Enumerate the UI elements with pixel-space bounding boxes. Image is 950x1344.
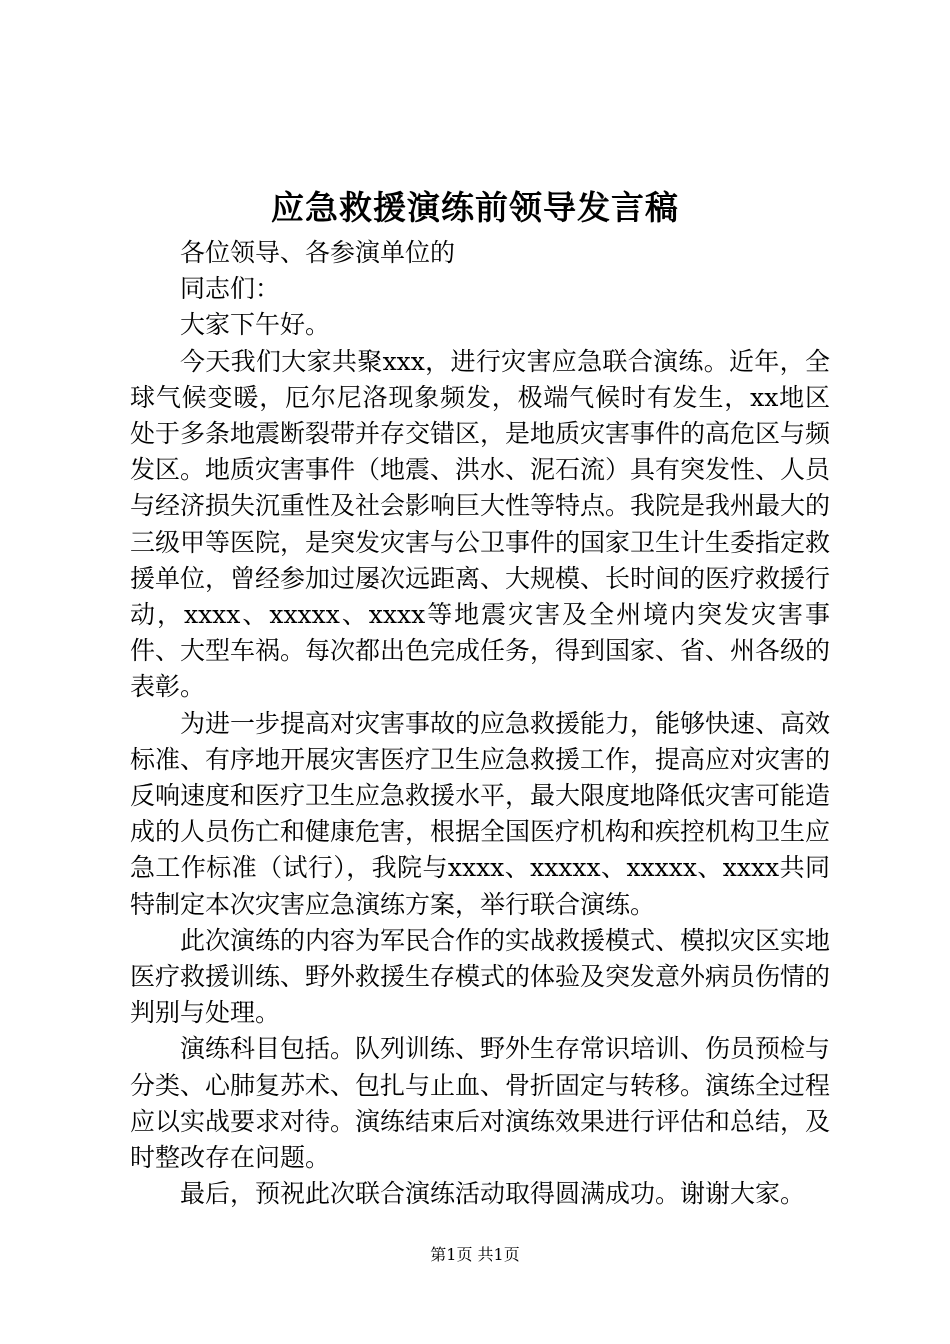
paragraph-purpose: 为进一步提高对灾害事故的应急救援能力，能够快速、高效标准、有序地开展灾害医疗卫生应急救援工作，提高应对灾害的反响速度和医疗卫生应急救援水平，最大限度地降低灾害可能造成的人员伤亡和健康危害，根据全国医疗机构和疾控机构卫生应急工作标准（试行），我院与xxxx、xxxxx、xxxxx、xxxx共同特制定本次灾害应急演练方案，举行联合演练。 — [130, 708, 831, 919]
salutation-line-1: 各位领导、各参演单位的 — [180, 238, 456, 267]
document-body — [130, 235, 830, 1212]
paragraph-content: 此次演练的内容为军民合作的实战救援模式、模拟灾区实地医疗救援训练、野外救援生存模式的体验及突发意外病员伤情的判别与处理。 — [130, 925, 831, 1028]
greeting: 大家下午好。 — [180, 310, 331, 340]
paragraph-subjects: 演练科目包括。队列训练、野外生存常识培训、伤员预检与分类、心肺复苏术、包扎与止血、骨折固定与转移。演练全过程应以实战要求对待。演练结束后对演练效果进行评估和总结，及时整改存在问题。 — [130, 1034, 831, 1173]
document-title: 应急救援演练前领导发言稿 — [271, 188, 679, 227]
paragraph-closing: 最后，预祝此次联合演练活动取得圆满成功。谢谢大家。 — [180, 1179, 806, 1209]
paragraph-background: 今天我们大家共聚xxx，进行灾害应急联合演练。近年，全球气候变暖，厄尔尼洛现象频发，极端气候时有发生，xx地区处于多条地震断裂带并存交错区，是地质灾害事件的高危区与频发区。地质灾害事件（地震、洪水、泥石流）具有突发性、人员与经济损失沉重性及社会影响巨大性等特点。我院是我州最大的三级甲等医院，是突发灾害与公卫事件的国家卫生计生委指定救援单位，曾经参加过屡次远距离、大规模、长时间的医疗救援行动，xxxx、xxxxx、xxxx等地震灾害及全州境内突发灾害事件、大型车祸。每次都出色完成任务，得到国家、省、州各级的表彰。 — [130, 346, 831, 702]
salutation-line-2: 同志们： — [180, 274, 281, 304]
page-footer: 第1页 共1页 — [430, 1245, 520, 1264]
